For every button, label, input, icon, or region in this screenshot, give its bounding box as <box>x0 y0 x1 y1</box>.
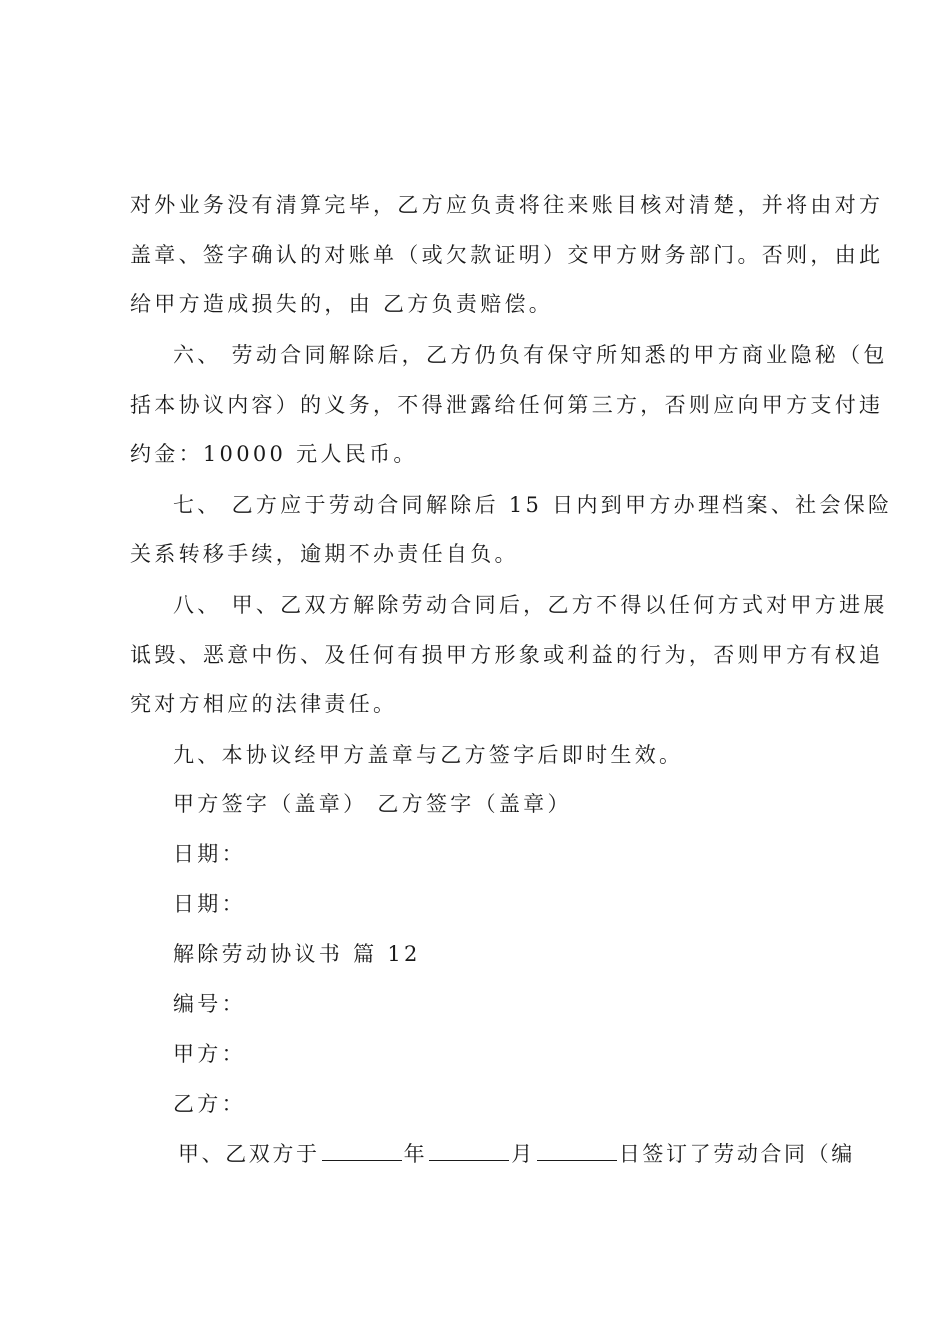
paragraph-line: 诋毁、恶意中伤、及任何有损甲方形象或利益的行为，否则甲方有权追 <box>130 643 884 667</box>
party-b-label: 乙方： <box>173 1092 246 1116</box>
section-title: 解除劳动协议书 篇 12 <box>173 942 421 966</box>
clause-eight-line: 八、 甲、乙双方解除劳动合同后，乙方不得以任何方式对甲方进展 <box>173 593 888 617</box>
signature-line: 甲方签字（盖章） 乙方签字（盖章） <box>173 792 572 816</box>
paragraph-line: 盖章、签字确认的对账单（或欠款证明）交甲方财务部门。否则，由此 <box>130 243 884 267</box>
month-label: 月 <box>511 1142 535 1166</box>
month-blank <box>429 1140 509 1161</box>
paragraph-line: 究对方相应的法律责任。 <box>130 692 398 716</box>
year-label: 年 <box>403 1142 428 1166</box>
paragraph-line: 对外业务没有清算完毕，乙方应负责将往来账目核对清楚，并将由对方 <box>130 193 884 217</box>
contract-date-tail: 日签订了劳动合同（编 <box>618 1142 855 1166</box>
number-field-label: 编号： <box>173 992 246 1016</box>
clause-seven-line: 七、 乙方应于劳动合同解除后 15 日内到甲方办理档案、社会保险 <box>173 493 893 517</box>
paragraph-line: 约金：10000 元人民币。 <box>130 442 418 466</box>
party-a-label: 甲方： <box>173 1042 246 1066</box>
date-line: 日期： <box>173 892 246 916</box>
date-line: 日期： <box>173 842 246 866</box>
clause-nine-line: 九、本协议经甲方盖章与乙方签字后即时生效。 <box>173 743 684 767</box>
clause-six-line: 六、 劳动合同解除后，乙方仍负有保守所知悉的甲方商业隐秘（包 <box>173 343 888 367</box>
day-blank <box>537 1140 617 1161</box>
paragraph-line: 括本协议内容）的义务，不得泄露给任何第三方，否则应向甲方支付违 <box>130 393 884 417</box>
year-blank <box>322 1140 402 1161</box>
contract-date-text: 甲、乙双方于 <box>178 1142 320 1166</box>
paragraph-line: 给甲方造成损失的，由 乙方负责赔偿。 <box>130 292 554 316</box>
contract-date-line <box>178 1140 855 1168</box>
paragraph-line: 关系转移手续，逾期不办责任自负。 <box>130 542 519 566</box>
